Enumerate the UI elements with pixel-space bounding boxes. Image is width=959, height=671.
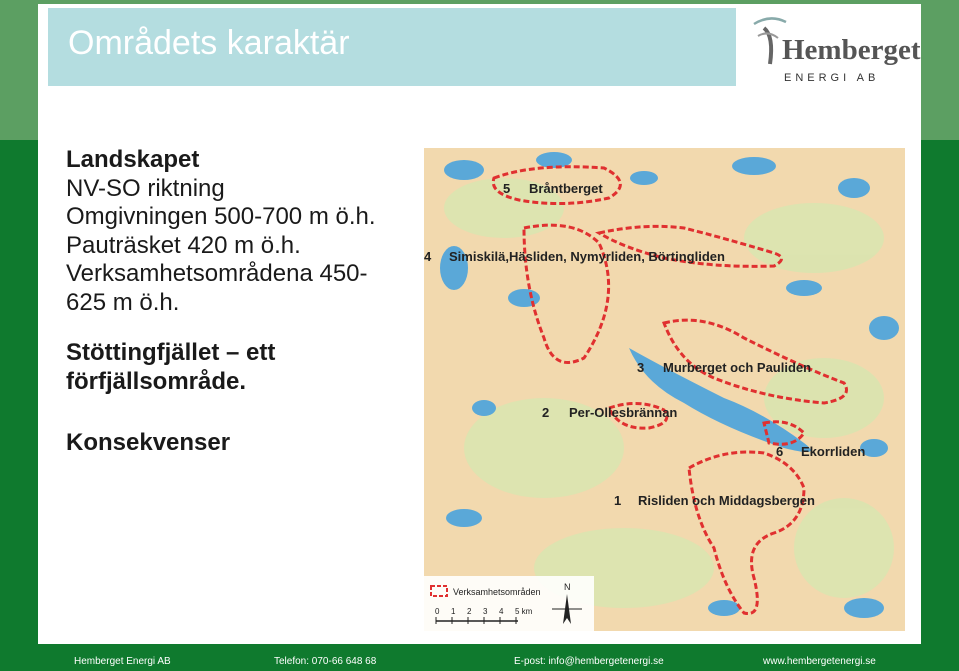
area-2-label: Per-Ollesbrännan [569,405,678,420]
heading-stottingfjallet-1: Stöttingfjället – ett [66,339,276,366]
area-6-num: 6 [776,444,784,459]
legend-label: Verksamhetsområden [453,587,541,597]
scale-5: 5 km [515,607,533,616]
heading-konsekvenser: Konsekvenser [66,429,231,456]
footer-website[interactable]: www.hembergetenergi.se [763,656,876,667]
area-1-num: 1 [614,493,622,508]
scale-3: 3 [483,607,488,616]
scale-1: 1 [451,607,456,616]
scale-2: 2 [467,607,472,616]
map-image [424,148,905,631]
slide-title: Områdets karaktär [68,24,350,62]
footer-company: Hemberget Energi AB [74,656,171,667]
area-2-num: 2 [542,405,550,420]
slide [38,4,921,644]
title-bar [48,8,736,86]
area-4-label: Simiskilä,Häsliden, Nymyrliden, Börtingliden [449,249,725,264]
footer-phone: Telefon: 070-66 648 68 [274,656,377,667]
text-line-1: NV-SO riktning [66,174,225,202]
company-logo [744,8,921,88]
text-line-3: Pauträsket 420 m ö.h. [66,231,301,259]
area-map [424,148,905,631]
footer-email[interactable]: E-post: info@hembergetenergi.se [514,656,664,667]
area-5-num: 5 [503,181,511,196]
area-4-num: 4 [424,249,432,264]
content-text [66,146,426,458]
scale-0: 0 [435,607,440,616]
north-label: N [564,582,571,592]
text-line-2: Omgivningen 500-700 m ö.h. [66,203,376,230]
heading-landskapet: Landskapet [66,146,200,173]
logo-subtitle: ENERGI AB [784,72,880,84]
area-6-label: Ekorrliden [801,444,866,459]
area-3-label: Murberget och Pauliden [663,360,812,375]
text-line-4b: 625 m ö.h. [66,288,180,316]
logo-name: Hemberget [782,34,921,66]
scale-4: 4 [499,607,504,616]
heading-stottingfjallet-2: förfjällsområde. [66,367,247,395]
map-legend [424,576,594,631]
area-3-num: 3 [637,360,645,375]
text-line-4a: Verksamhetsområdena 450- [66,260,368,287]
area-5-label: Bråntberget [529,181,603,196]
area-1-label: Risliden och Middagsbergen [638,493,815,508]
